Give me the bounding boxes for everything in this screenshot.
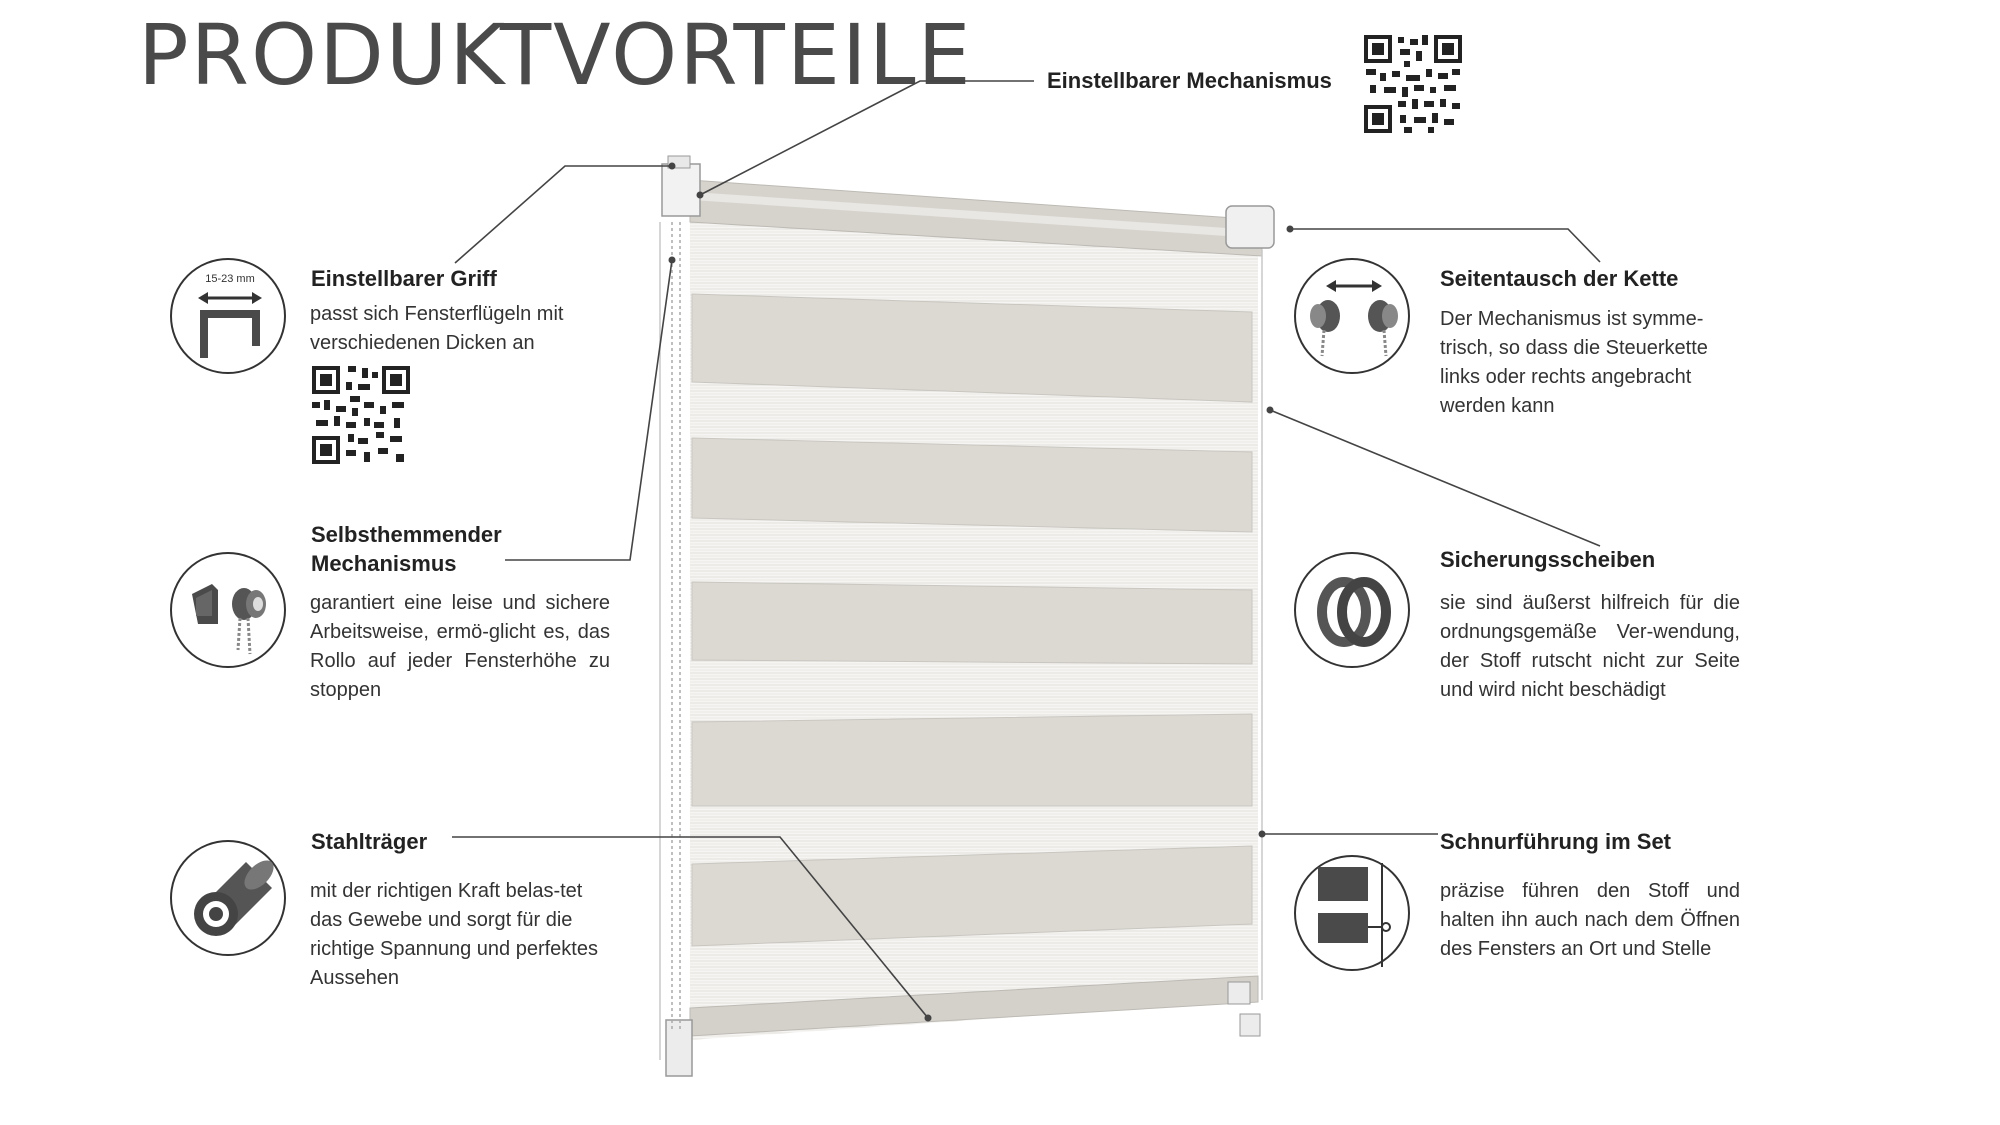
chain-swap-icon [1294, 258, 1410, 374]
washers-heading: Sicherungsscheiben [1440, 547, 1656, 572]
cord-guide-icon [1294, 855, 1410, 971]
qr-code-mechanism[interactable] [1364, 35, 1462, 138]
adjustable-mechanism-heading: Einstellbarer Mechanismus [1047, 68, 1332, 93]
self-locking-text: garantiert eine leise und sichere Arbeitsweise, ermö-glicht es, das Rollo auf jeder Fensterhöhe zu stoppen [310, 592, 610, 701]
adjustable-handle-text: passt sich Fensterflügeln mit verschiedenen Dicken an [310, 303, 564, 354]
steel-bar-text: mit der richtigen Kraft belas-tet das Gewebe und sorgt für die richtige Spannung und perfektes Aussehen [310, 880, 598, 989]
steel-bar-heading: Stahlträger [311, 829, 428, 854]
washer-rings-icon [1294, 552, 1410, 668]
qr-code-icon [1364, 35, 1462, 133]
qr-code-icon [312, 366, 410, 464]
steel-tube-icon [170, 840, 286, 956]
icon-label-thickness: 15-23 mm [205, 273, 255, 285]
self-locking-heading-line1: Selbsthemmender [311, 522, 502, 547]
brake-mechanism-icon [170, 552, 286, 668]
page-title: PRODUKTVORTEILE [138, 6, 973, 104]
chain-swap-text: Der Mechanismus ist symme-trisch, so dass die Steuerkette links oder rechts angebracht werden kann [1440, 308, 1708, 417]
cord-guide-text: präzise führen den Stoff und halten ihn auch nach dem Öffnen des Fensters an Ort und Stelle [1440, 880, 1740, 960]
cord-guide-heading: Schnurführung im Set [1440, 829, 1671, 854]
qr-code-handle[interactable] [312, 366, 410, 469]
washers-text: sie sind äußerst hilfreich für die ordnungsgemäße Ver-wendung, der Stoff rutscht nicht zur Seite und wird nicht beschädigt [1440, 592, 1740, 701]
adjustable-handle-heading: Einstellbarer Griff [311, 266, 497, 291]
chain-swap-heading: Seitentausch der Kette [1440, 266, 1679, 291]
self-locking-heading-line2: Mechanismus [311, 551, 457, 576]
handle-bracket-icon [170, 258, 286, 374]
